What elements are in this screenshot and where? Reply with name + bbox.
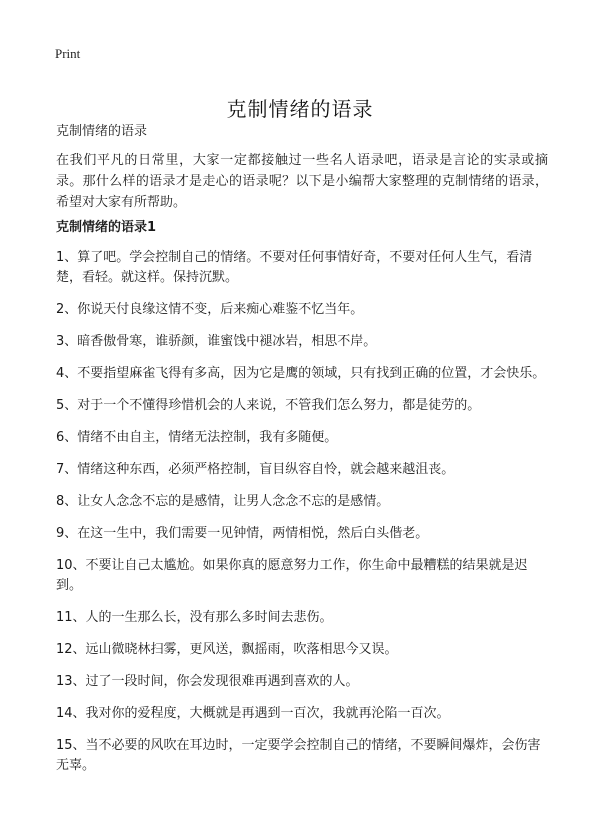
quote-item: 7、情绪这种东西，必须严格控制，盲目纵容自怜，就会越来越沮丧。 — [56, 462, 455, 477]
quote-item: 10、不要让自己太尴尬。如果你真的愿意努力工作，你生命中最糟糕的结果就是迟到。 — [56, 558, 528, 593]
print-link[interactable]: Print — [55, 46, 81, 61]
quote-item: 3、暗香傲骨寒，谁骄颜，谁蜜饯中褪冰岩，相思不岸。 — [56, 334, 377, 349]
quote-item: 4、不要指望麻雀飞得有多高，因为它是鹰的领域，只有找到正确的位置，才会快乐。 — [56, 366, 546, 381]
section-heading: 克制情绪的语录1 — [56, 220, 157, 235]
quote-item: 6、情绪不由自主，情绪无法控制，我有多随便。 — [56, 430, 338, 445]
subtitle: 克制情绪的语录 — [56, 124, 148, 139]
quote-item: 12、远山微晓林扫雾，更风送，飘摇雨，吹落相思今又误。 — [56, 642, 398, 657]
quote-item: 2、你说天付良缘这情不变，后来痴心难鉴不忆当年。 — [56, 302, 364, 317]
intro-paragraph: 在我们平凡的日常里，大家一定都接触过一些名人语录吧，语录是言论的实录或摘录。那什么样的语录才是走心的语录呢？以下是小编帮大家整理的克制情绪的语录，希望对大家有所帮助。 — [56, 153, 548, 210]
quote-item: 8、让女人念念不忘的是感情，让男人念念不忘的是感情。 — [56, 494, 390, 509]
quote-item: 14、我对你的爱程度，大概就是再遇到一百次，我就再沦陷一百次。 — [56, 706, 450, 721]
quote-item: 1、算了吧。学会控制自己的情绪。不要对任何事情好奇，不要对任何人生气，看清楚，看轻。就这样。保持沉默。 — [56, 250, 533, 285]
quote-list — [56, 248, 548, 788]
quote-item: 11、人的一生那么长，没有那么多时间去悲伤。 — [56, 610, 333, 625]
quote-item: 13、过了一段时间，你会发现很难再遇到喜欢的人。 — [56, 674, 359, 689]
quote-item: 9、在这一生中，我们需要一见钟情，两情相悦，然后白头偕老。 — [56, 526, 429, 541]
page-title: 克制情绪的语录 — [226, 97, 374, 122]
quote-item: 5、对于一个不懂得珍惜机会的人来说，不管我们怎么努力，都是徒劳的。 — [56, 398, 481, 413]
quote-item: 15、当不必要的风吹在耳边时，一定要学会控制自己的情绪，不要瞬间爆炸，会伤害无辜。 — [56, 738, 541, 773]
